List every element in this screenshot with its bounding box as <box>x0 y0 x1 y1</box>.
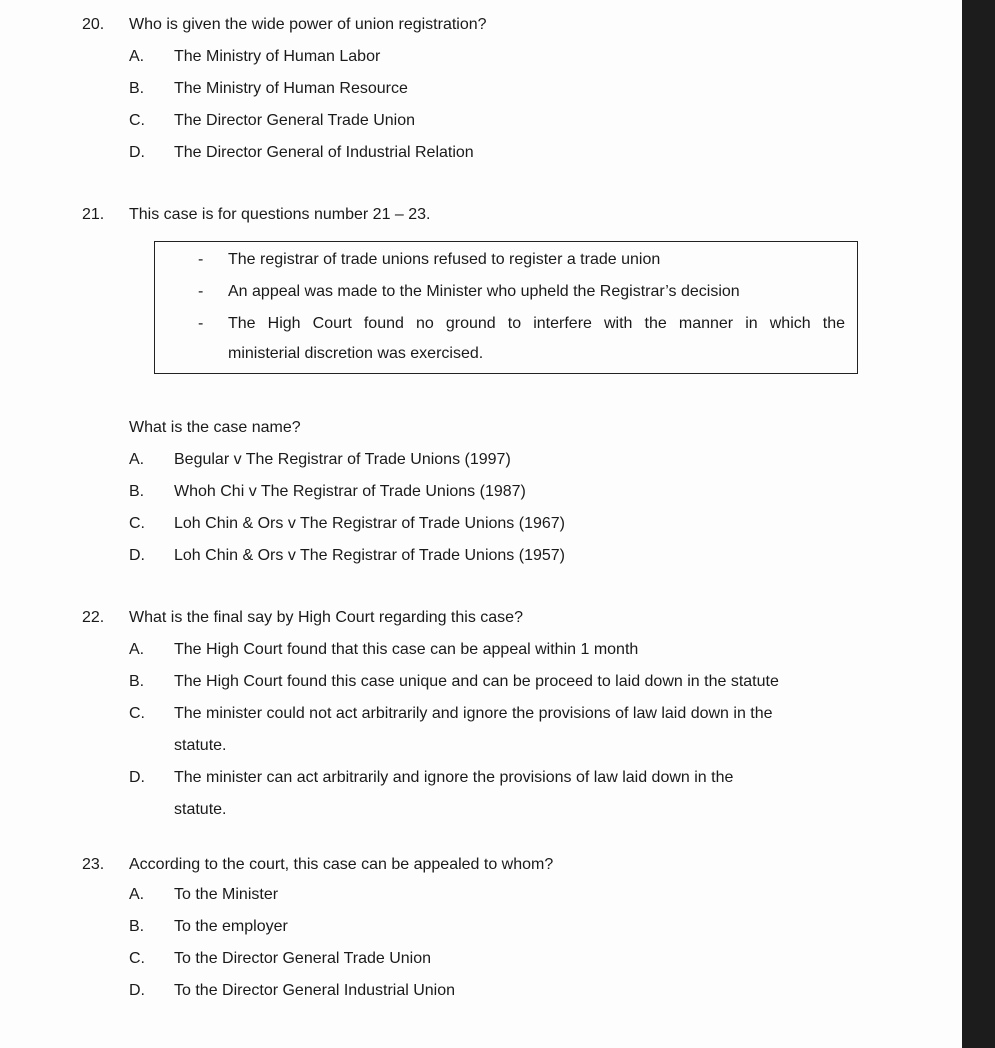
option-letter: C. <box>129 705 145 722</box>
fact-bullet: - <box>198 283 204 300</box>
option-letter: B. <box>129 483 145 500</box>
option-text: Loh Chin & Ors v The Registrar of Trade Unions (1957) <box>174 547 565 564</box>
option-text: Begular v The Registrar of Trade Unions (1997) <box>174 451 511 468</box>
fact-text: The High Court found no ground to interfere with the manner in which the <box>228 315 845 332</box>
option-text: The High Court found this case unique and can be proceed to laid down in the statute <box>174 673 779 690</box>
question-text: What is the final say by High Court regarding this case? <box>129 609 523 626</box>
option-text: The minister could not act arbitrarily and ignore the provisions of law laid down in the <box>174 705 773 722</box>
question-number: 22. <box>82 609 105 626</box>
fact-bullet: - <box>198 315 204 332</box>
option-letter: D. <box>129 769 145 786</box>
option-letter: A. <box>129 641 145 658</box>
option-text: To the Director General Industrial Union <box>174 982 456 999</box>
option-letter: B. <box>129 918 145 935</box>
option-letter: A. <box>129 451 145 468</box>
option-text: The Ministry of Human Labor <box>174 48 381 65</box>
option-letter: A. <box>129 48 145 65</box>
option-text: To the Director General Trade Union <box>174 950 432 967</box>
option-text-continued: statute. <box>174 801 227 818</box>
option-text: The Director General of Industrial Relation <box>174 144 474 161</box>
sub-question-text: What is the case name? <box>129 419 301 436</box>
question-number: 23. <box>82 856 105 873</box>
option-letter: B. <box>129 673 145 690</box>
option-letter: A. <box>129 886 145 903</box>
question-number: 20. <box>82 16 105 33</box>
option-text: The Ministry of Human Resource <box>174 80 408 97</box>
option-text: The High Court found that this case can be appeal within 1 month <box>174 641 639 658</box>
option-text: The minister can act arbitrarily and ignore the provisions of law laid down in the <box>174 769 734 786</box>
question-number: 21. <box>82 206 105 223</box>
option-letter: C. <box>129 950 145 967</box>
question-text: Who is given the wide power of union registration? <box>129 16 487 33</box>
fact-text: The registrar of trade unions refused to register a trade union <box>228 251 661 268</box>
option-text: Whoh Chi v The Registrar of Trade Unions (1987) <box>174 483 526 500</box>
question-text: According to the court, this case can be appealed to whom? <box>129 856 554 873</box>
fact-text: An appeal was made to the Minister who upheld the Registrar’s decision <box>228 283 740 300</box>
page-edge-border <box>962 0 995 1048</box>
fact-text-continued: ministerial discretion was exercised. <box>228 345 484 362</box>
option-letter: D. <box>129 144 145 161</box>
option-letter: C. <box>129 112 145 129</box>
option-text: Loh Chin & Ors v The Registrar of Trade Unions (1967) <box>174 515 565 532</box>
option-letter: D. <box>129 982 145 999</box>
option-text: The Director General Trade Union <box>174 112 415 129</box>
question-text: This case is for questions number 21 – 23. <box>129 206 431 223</box>
option-text: To the Minister <box>174 886 279 903</box>
option-letter: C. <box>129 515 145 532</box>
option-letter: B. <box>129 80 145 97</box>
option-text: To the employer <box>174 918 288 935</box>
option-text-continued: statute. <box>174 737 227 754</box>
fact-bullet: - <box>198 251 204 268</box>
option-letter: D. <box>129 547 145 564</box>
